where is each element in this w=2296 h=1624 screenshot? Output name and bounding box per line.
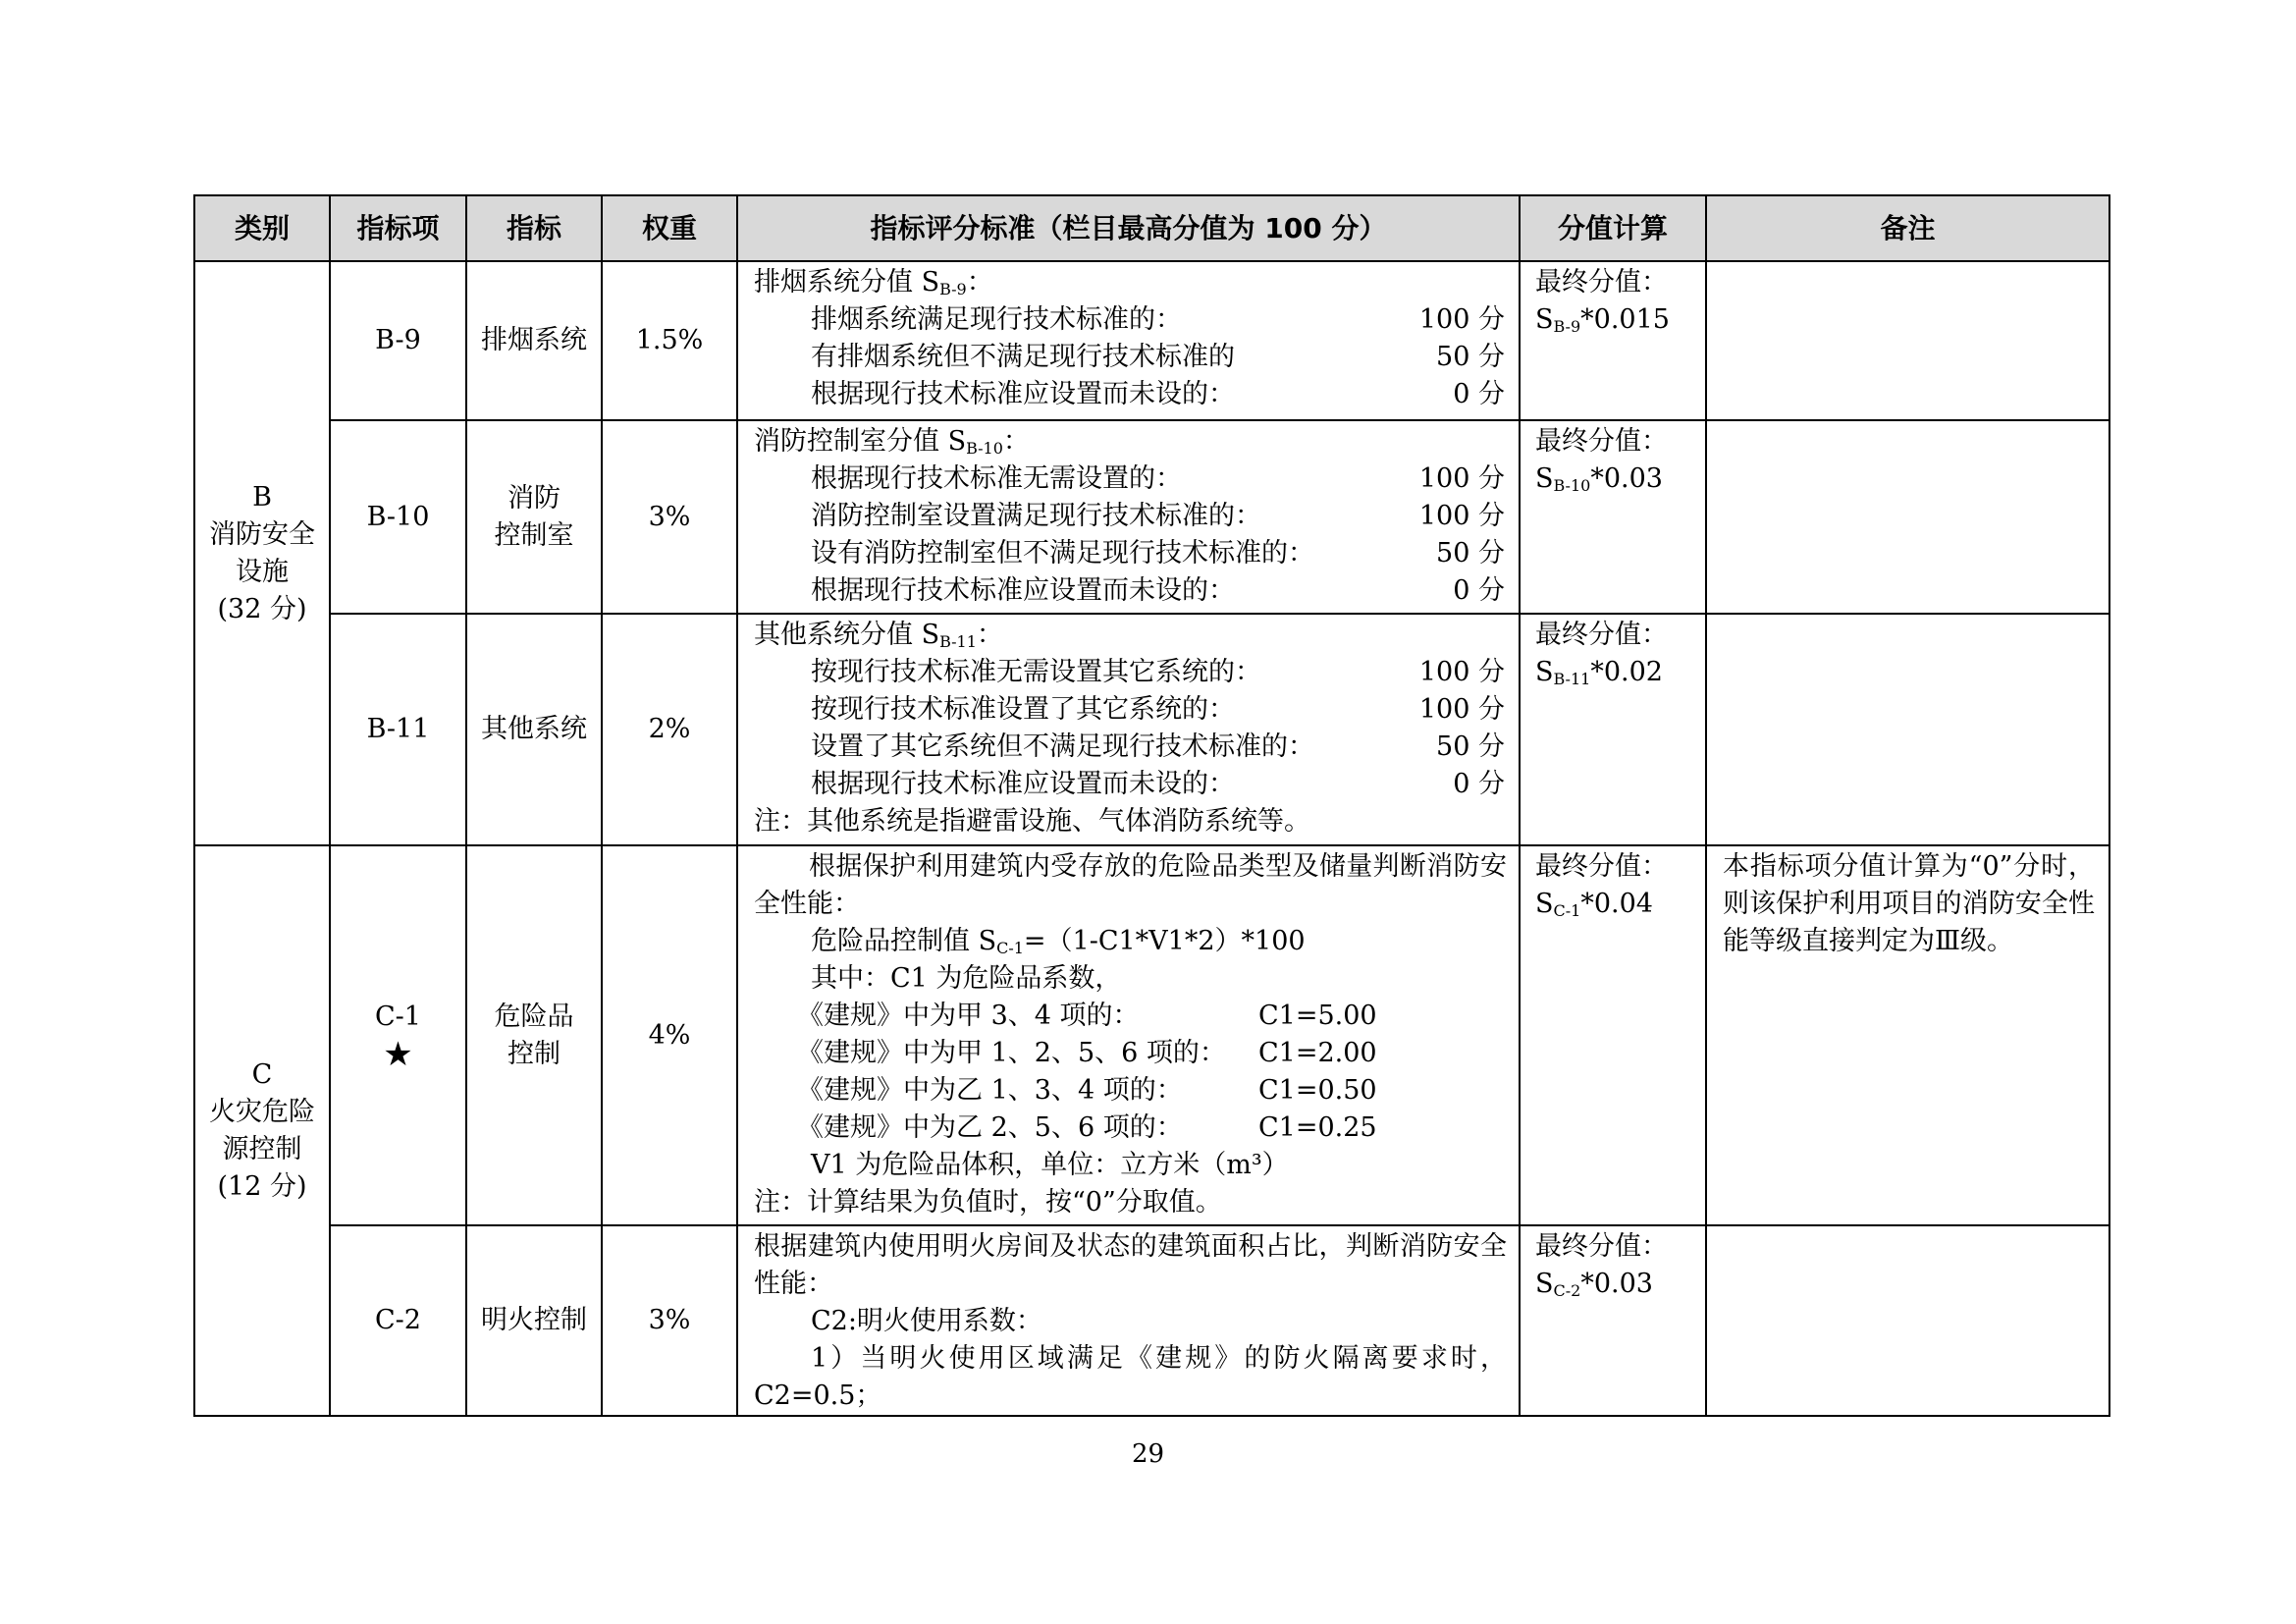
remarks-cell bbox=[1706, 614, 2109, 845]
remarks-cell bbox=[1706, 420, 2109, 614]
criteria-v1: V1 为危险品体积，单位：立方米（m³） bbox=[811, 1150, 1289, 1180]
criteria-item: 根据现行技术标准应设置而未设的： 0 分 bbox=[811, 575, 1505, 606]
star-icon: ★ bbox=[383, 1034, 413, 1074]
table-row bbox=[194, 845, 2109, 1225]
criteria-intro: 根据保护利用建筑内受存放的危险品类型及储量判断消防安全性能： bbox=[754, 851, 1507, 919]
item-id: B-9 bbox=[330, 261, 466, 420]
criteria-cell bbox=[737, 1225, 1520, 1416]
criteria-item: 排烟系统满足现行技术标准的： 100 分 bbox=[811, 304, 1505, 335]
criteria-cell bbox=[737, 845, 1520, 1225]
header-item: 指标项 bbox=[330, 195, 466, 261]
indicator-name: 消防 控制室 bbox=[466, 420, 602, 614]
scoring-table bbox=[193, 194, 2110, 1417]
weight-value: 3% bbox=[602, 1225, 737, 1416]
calc-formula: $S_{B-10}*0.03$ bbox=[1535, 463, 1663, 495]
weight-value: 1.5% bbox=[602, 261, 737, 420]
criteria-title: 排烟系统分值 S bbox=[754, 267, 940, 298]
criteria-formula: 危险品控制值 $S_{C-1}=(1-C1*V1*2)*100$ bbox=[811, 926, 1306, 957]
indicator-name: 其他系统 bbox=[466, 614, 602, 845]
header-category: 类别 bbox=[194, 195, 330, 261]
calc-formula: $S_{B-9}*0.015$ bbox=[1535, 304, 1670, 336]
criteria-item: 1）当明火使用区域满足《建规》的防火隔离要求时，C2=0.5； bbox=[754, 1343, 1507, 1411]
header-indicator: 指标 bbox=[466, 195, 602, 261]
criteria-item: 根据现行技术标准无需设置的： 100 分 bbox=[811, 463, 1505, 494]
category-name: 源控制 bbox=[222, 1133, 302, 1164]
header-remarks: 备注 bbox=[1706, 195, 2109, 261]
category-b-cell bbox=[194, 261, 330, 845]
category-name: 火灾危险 bbox=[209, 1096, 315, 1127]
remarks-cell bbox=[1706, 1225, 2109, 1416]
criteria-subscript: B-10 bbox=[966, 439, 1003, 458]
weight-value: 4% bbox=[602, 845, 737, 1225]
criteria-footnote: 注：其他系统是指避雷设施、气体消防系统等。 bbox=[754, 806, 1310, 837]
criteria-item: 有排烟系统但不满足现行技术标准的 50 分 bbox=[811, 342, 1505, 372]
category-code: B bbox=[252, 481, 272, 513]
calc-label: 最终分值： bbox=[1535, 1231, 1668, 1262]
criteria-title: 其他系统分值 S bbox=[754, 620, 940, 650]
item-id-cell bbox=[330, 845, 466, 1225]
indicator-name: 危险品 控制 bbox=[466, 845, 602, 1225]
category-score: (32 分) bbox=[217, 593, 307, 624]
indicator-name: 排烟系统 bbox=[466, 261, 602, 420]
category-code: C bbox=[251, 1058, 273, 1090]
criteria-intro: 根据建筑内使用明火房间及状态的建筑面积占比，判断消防安全性能： bbox=[754, 1231, 1507, 1299]
criteria-item: 设置了其它系统但不满足现行技术标准的： 50 分 bbox=[811, 731, 1505, 762]
remarks-cell bbox=[1706, 261, 2109, 420]
item-id: C-1 bbox=[375, 1001, 421, 1032]
table-row bbox=[194, 261, 2109, 420]
criteria-cell: 排烟系统分值 $S_{B-9}$： 排烟系统满足现行技术标准的： 100 分 有排烟系统但不满足现行技术标准的 50 分 根据现行技术标准应设置而未设的： 0 分 bbox=[737, 261, 1520, 420]
coefficient-item: 《建规》中为甲 3、4 项的： C1=5.00 bbox=[797, 1001, 1377, 1031]
calculation-cell bbox=[1520, 261, 1706, 420]
coefficient-item: 《建规》中为乙 1、3、4 项的： C1=0.50 bbox=[797, 1075, 1377, 1106]
criteria-item: 根据现行技术标准应设置而未设的： 0 分 bbox=[811, 769, 1505, 799]
criteria-item: 消防控制室设置满足现行技术标准的： 100 分 bbox=[811, 501, 1505, 531]
calc-label: 最终分值： bbox=[1535, 620, 1668, 650]
weight-value: 2% bbox=[602, 614, 737, 845]
header-criteria: 指标评分标准（栏目最高分值为 100 分） bbox=[737, 195, 1520, 261]
criteria-subscript: B-11 bbox=[939, 632, 977, 651]
table-header-row bbox=[194, 195, 2109, 261]
criteria-cell: 其他系统分值 $S_{B-11}$： 按现行技术标准无需设置其它系统的： 100 分 按现行技术标准设置了其它系统的： 100 分 设置了其它系统但不满足现行技术标准的： 50 分 根据现行技术标准应设置而未设的： 0 分 注：其他系统是指避雷设施、气体消防系统等。 bbox=[737, 614, 1520, 845]
indicator-name: 明火控制 bbox=[466, 1225, 602, 1416]
header-weight: 权重 bbox=[602, 195, 737, 261]
criteria-item: 按现行技术标准设置了其它系统的： 100 分 bbox=[811, 694, 1505, 725]
category-name: 设施 bbox=[236, 556, 289, 587]
header-calculation: 分值计算 bbox=[1520, 195, 1706, 261]
category-name: 消防安全 bbox=[209, 518, 315, 550]
criteria-coefficient-label: C2:明火使用系数： bbox=[811, 1306, 1042, 1336]
criteria-where: 其中：C1 为危险品系数， bbox=[811, 963, 1122, 994]
criteria-item: 根据现行技术标准应设置而未设的： 0 分 bbox=[811, 379, 1505, 409]
calc-label: 最终分值： bbox=[1535, 426, 1668, 457]
category-c-cell bbox=[194, 845, 330, 1416]
calculation-cell bbox=[1520, 845, 1706, 1225]
coefficient-item: 《建规》中为乙 2、5、6 项的： C1=0.25 bbox=[797, 1112, 1377, 1143]
item-id: C-2 bbox=[330, 1225, 466, 1416]
table-row bbox=[194, 420, 2109, 614]
item-id: B-11 bbox=[330, 614, 466, 845]
criteria-cell: 消防控制室分值 $S_{B-10}$： 根据现行技术标准无需设置的： 100 分 消防控制室设置满足现行技术标准的： 100 分 设有消防控制室但不满足现行技术标准的： 50 分 根据现行技术标准应设置而未设的： 0 分 bbox=[737, 420, 1520, 614]
calculation-cell bbox=[1520, 420, 1706, 614]
criteria-item: 按现行技术标准无需设置其它系统的： 100 分 bbox=[811, 657, 1505, 687]
calculation-cell bbox=[1520, 1225, 1706, 1416]
coefficient-item: 《建规》中为甲 1、2、5、6 项的： C1=2.00 bbox=[797, 1038, 1377, 1068]
calc-formula: $S_{C-2}*0.03$ bbox=[1535, 1269, 1653, 1300]
calculation-cell bbox=[1520, 614, 1706, 845]
calc-formula: $S_{B-11}*0.02$ bbox=[1535, 657, 1663, 688]
remarks-cell: 本指标项分值计算为“0”分时，则该保护利用项目的消防安全性能等级直接判定为Ⅲ级。 bbox=[1706, 845, 2109, 1225]
calc-label: 最终分值： bbox=[1535, 851, 1668, 882]
criteria-title: 消防控制室分值 S bbox=[754, 426, 967, 457]
table-row bbox=[194, 1225, 2109, 1416]
criteria-item: 设有消防控制室但不满足现行技术标准的： 50 分 bbox=[811, 538, 1505, 568]
calc-formula: $S_{C-1}*0.04$ bbox=[1535, 889, 1653, 920]
table-row bbox=[194, 614, 2109, 845]
category-score: (12 分) bbox=[217, 1170, 307, 1202]
criteria-footnote: 注：计算结果为负值时，按“0”分取值。 bbox=[754, 1187, 1222, 1218]
item-id: B-10 bbox=[330, 420, 466, 614]
criteria-subscript: B-9 bbox=[939, 280, 967, 298]
page-number: 29 bbox=[1131, 1439, 1165, 1469]
calc-label: 最终分值： bbox=[1535, 267, 1668, 298]
weight-value: 3% bbox=[602, 420, 737, 614]
